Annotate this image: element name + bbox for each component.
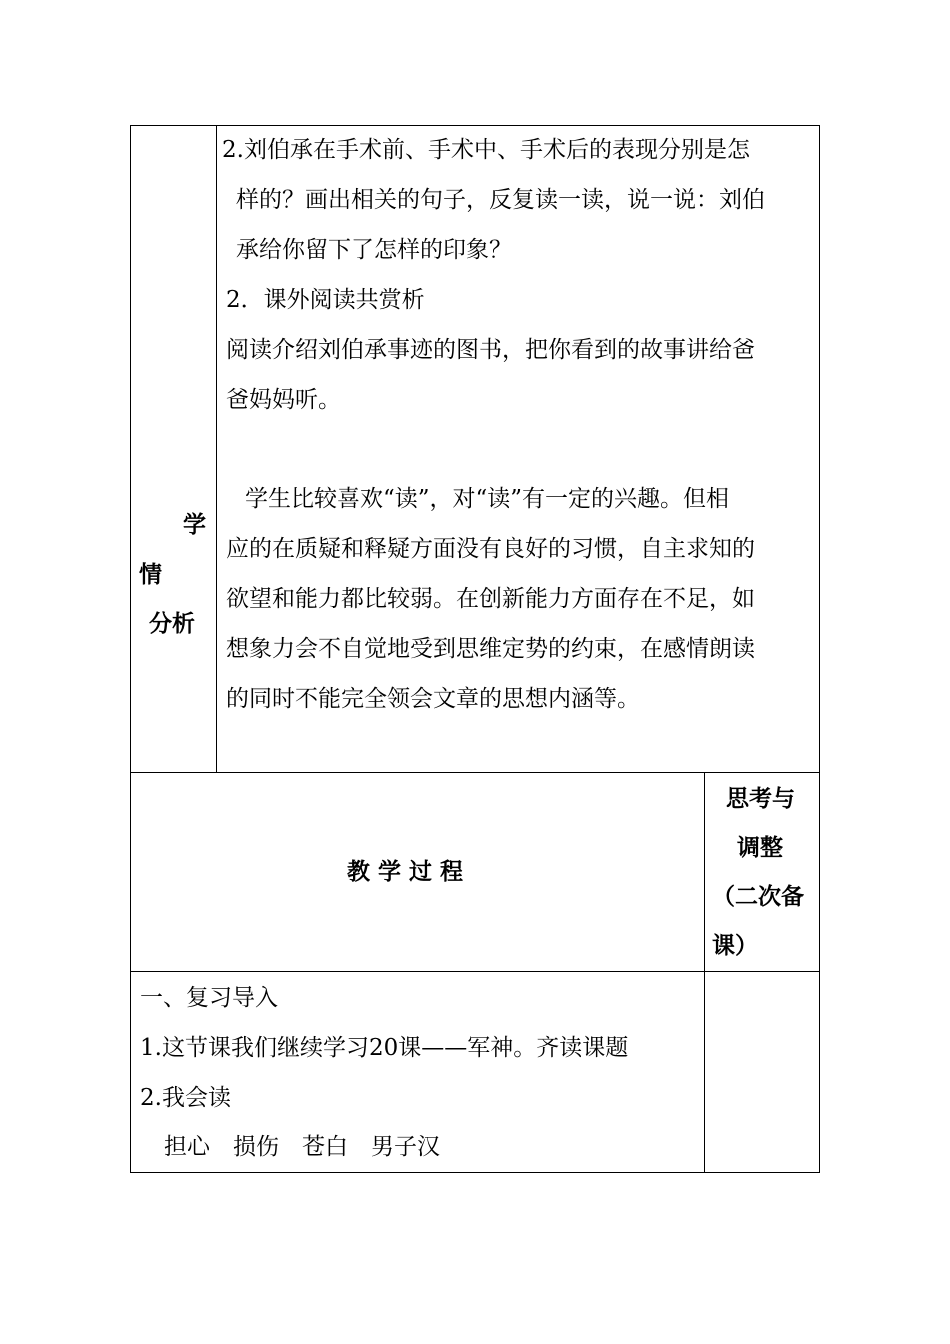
- table-left-border: [130, 125, 131, 1173]
- table-bottom-border: [130, 1172, 820, 1173]
- analysis-line: 应的在质疑和释疑方面没有良好的习惯，自主求知的: [226, 536, 755, 562]
- row-divider-1: [130, 772, 820, 773]
- side-header-line: （二次备: [712, 883, 804, 910]
- row-divider-2: [130, 971, 820, 972]
- process-line: 担心 损伤 苍白 男子汉: [164, 1134, 440, 1160]
- analysis-line: 的同时不能完全领会文章的思想内涵等。: [226, 686, 640, 712]
- table-right-border: [819, 125, 820, 1173]
- content-line: 承给你留下了怎样的印象？: [236, 237, 512, 263]
- label-qing: 情: [139, 561, 162, 588]
- side-column-divider: [704, 772, 705, 1173]
- analysis-line: 想象力会不自觉地受到思维定势的约束，在感情朗读: [226, 636, 755, 662]
- content-line: 爸妈妈听。: [226, 387, 341, 413]
- side-header-line: 调整: [737, 834, 783, 861]
- side-header-line: 思考与: [726, 785, 795, 812]
- label-xue: 学: [183, 511, 206, 538]
- analysis-line: 欲望和能力都比较弱。在创新能力方面存在不足，如: [226, 586, 755, 612]
- label-column-divider: [216, 125, 217, 773]
- process-title: 教 学 过 程: [347, 858, 464, 885]
- process-line: 一、复习导入: [140, 985, 278, 1011]
- content-line: 2.刘伯承在手术前、手术中、手术后的表现分别是怎: [222, 137, 750, 163]
- analysis-line: 学生比较喜欢“读”，对“读”有一定的兴趣。但相: [245, 486, 730, 512]
- label-fenxi: 分析: [149, 610, 195, 637]
- process-line: 1.这节课我们继续学习20课——军神。齐读课题: [140, 1035, 629, 1061]
- content-line: 2．课外阅读共赏析: [226, 287, 425, 313]
- content-line: 阅读介绍刘伯承事迹的图书，把你看到的故事讲给爸: [226, 337, 755, 363]
- process-line: 2.我会读: [140, 1085, 231, 1111]
- content-line: 样的？画出相关的句子，反复读一读，说一说：刘伯: [236, 187, 765, 213]
- side-header-line: 课）: [712, 932, 758, 959]
